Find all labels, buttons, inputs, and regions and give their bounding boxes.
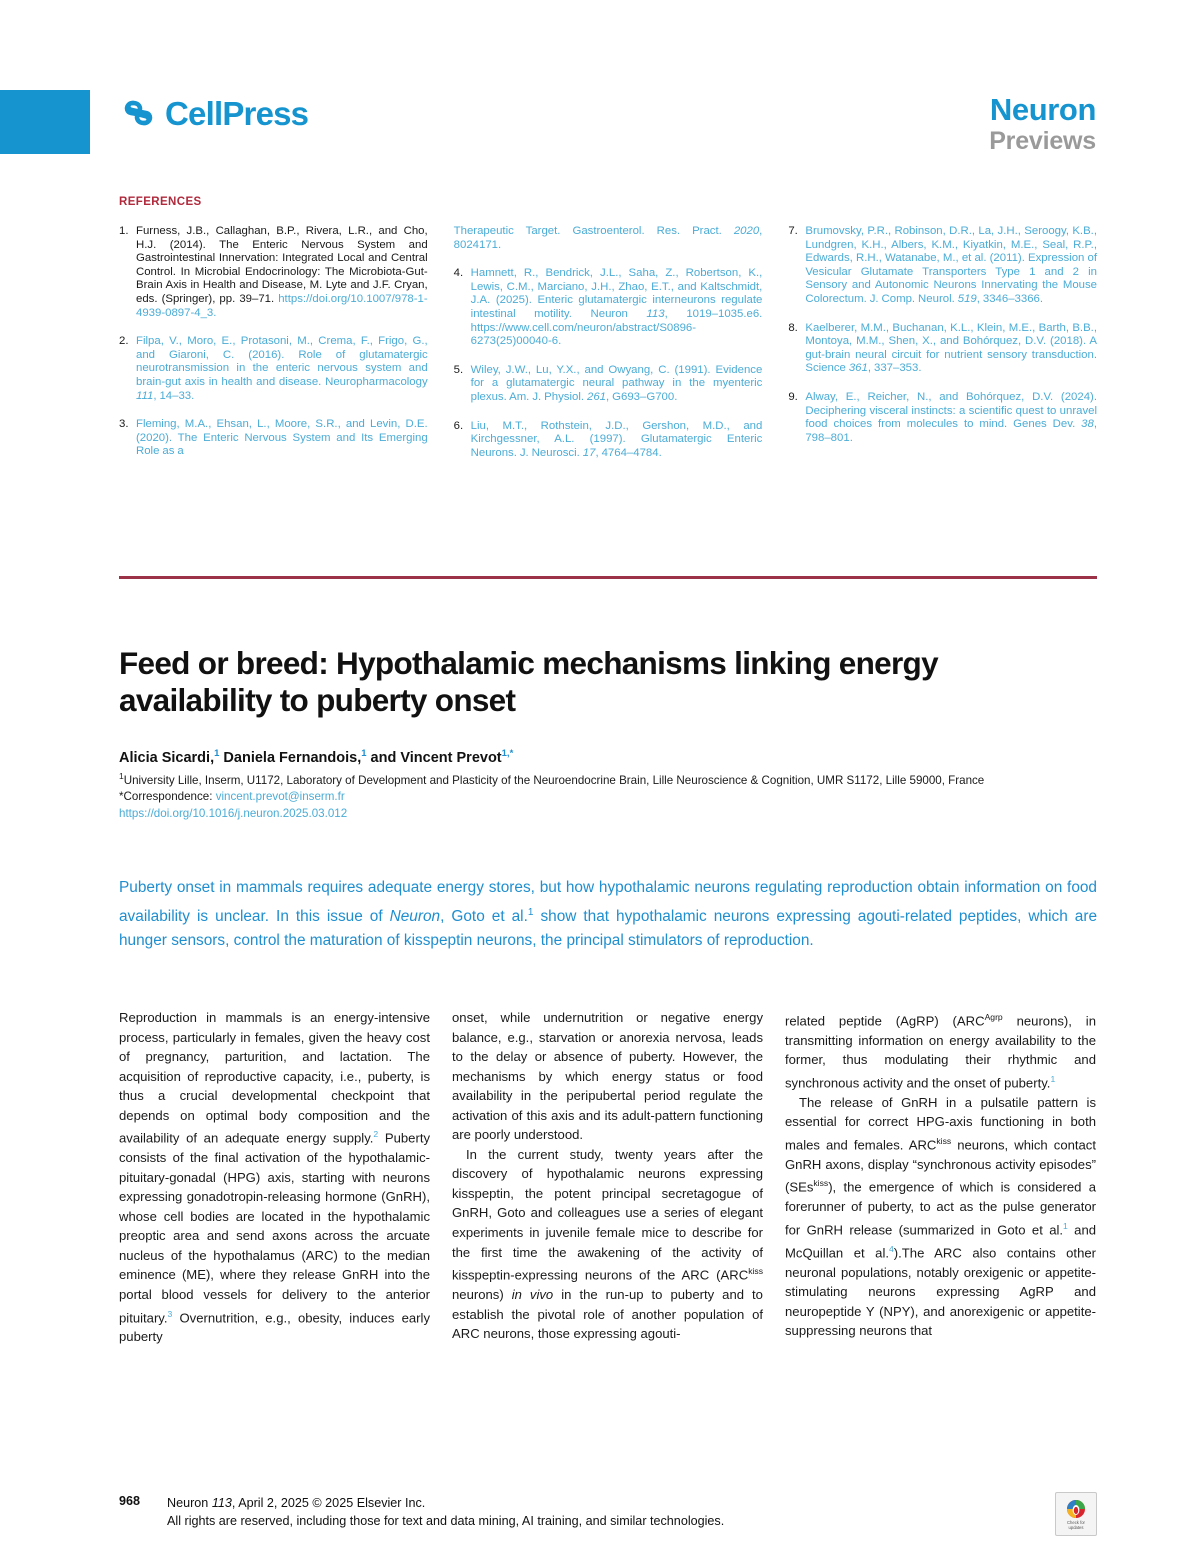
reference-entry bbox=[454, 364, 763, 405]
reference-volume: 111 bbox=[136, 389, 154, 402]
affiliation-text: University Lille, Inserm, U1172, Laboratory of Development and Plasticity of the Neuroendocrine Brain, Lille Neuroscience & Cognition, UMR S1172, Lille 59000, France bbox=[123, 773, 985, 787]
reference-entry bbox=[119, 335, 428, 403]
citation-marker[interactable]: 1 bbox=[1063, 1220, 1068, 1231]
cell-press-logo bbox=[122, 96, 308, 130]
crossmark-badge[interactable] bbox=[1055, 1492, 1097, 1536]
cell-press-wordmark: CellPress bbox=[165, 94, 309, 132]
footer-copyright bbox=[167, 1494, 724, 1530]
reference-volume: 2020 bbox=[733, 225, 760, 237]
superscript-label: Agrp bbox=[984, 1012, 1003, 1022]
citation-marker[interactable]: 3 bbox=[167, 1308, 173, 1319]
body-column-2 bbox=[452, 1008, 763, 1347]
reference-text bbox=[805, 391, 1097, 445]
article-doi-link[interactable]: https://doi.org/10.1016/j.neuron.2025.03.012 bbox=[119, 806, 348, 820]
article-header bbox=[119, 645, 1097, 821]
body-text: neurons), in transmitting information on energy availability to the former, thus modulating their rhythmic and synchronous activity and the onset of puberty. bbox=[785, 1013, 1096, 1091]
cell-press-mark-icon bbox=[122, 96, 156, 130]
reference-text bbox=[805, 225, 1097, 307]
body-text: ), the emergence of which is considered a forerunner of puberty, to act as the pulse generator for GnRH release (summarized in Goto et al. bbox=[785, 1179, 1096, 1238]
reference-volume: 113 bbox=[646, 307, 665, 320]
abstract-journal-name: Neuron bbox=[389, 907, 441, 925]
body-text: ).The ARC also contains other neuronal populations, notably orexigenic or appetite-stimulating neurons expressing AgRP and neuropeptide Y (NPY), and anorexigenic or appetite-suppressing neurons that bbox=[785, 1245, 1096, 1339]
reference-volume: 519 bbox=[957, 292, 977, 305]
body-paragraph bbox=[119, 1008, 430, 1347]
body-paragraph bbox=[785, 1093, 1096, 1341]
reference-citation: Kaelberer, M.M., Buchanan, K.L., Klein, M.E., Barth, B.B., Montoya, M.M., Shen, X., and Bohórquez, D.V. (2018). A gut-brain neural circuit for nutrient sensory transduction. Science bbox=[805, 321, 1098, 375]
reference-number: 2. bbox=[119, 335, 129, 348]
references-column-3 bbox=[788, 225, 1097, 460]
reference-volume: 261 bbox=[587, 390, 607, 403]
reference-pages: , 337–353. bbox=[867, 362, 922, 375]
body-text: The release of GnRH in a pulsatile pattern is essential for correct HPG-axis functioning in both males and females. ARC bbox=[785, 1094, 1096, 1153]
reference-number: 8. bbox=[788, 321, 798, 334]
superscript-label: kiss bbox=[813, 1178, 829, 1189]
page-footer bbox=[119, 1494, 1097, 1530]
affiliation bbox=[119, 769, 1097, 788]
reference-citation: Hamnett, R., Bendrick, J.L., Saha, Z., Robertson, K., Lewis, C.M., Marciano, J.H., Zhao, E.T., and Kaltschmidt, J.A. (2025). Enteric glutamatergic interneurons regulate intestinal motility. Neuron bbox=[470, 267, 763, 320]
reference-citation: Therapeutic Target. Gastroenterol. Res. Pract. bbox=[453, 225, 734, 237]
article-body bbox=[119, 1008, 1097, 1347]
reference-pages: , 1019–1035.e6. bbox=[664, 307, 763, 320]
author-affiliation-marker: 1 bbox=[361, 748, 367, 759]
footer-date-copyright: , April 2, 2025 © 2025 Elsevier Inc. bbox=[231, 1496, 426, 1510]
body-text: Reproduction in mammals is an energy-intensive process, particularly in females, given the heavy cost of pregnancy, parturition, and lactation. The acquisition of reproductive capacity, i.e., puberty, is thus a crucial developmental checkpoint that depends on optimal body composition and the availability of an adequate energy supply. bbox=[119, 1010, 430, 1146]
reference-number: 7. bbox=[788, 225, 798, 237]
reference-volume: 17 bbox=[582, 446, 596, 459]
citation-marker[interactable]: 4 bbox=[889, 1243, 894, 1254]
reference-volume: 361 bbox=[848, 362, 868, 375]
correspondence-line bbox=[119, 789, 1097, 805]
reference-pages: , 4764–4784. bbox=[595, 446, 662, 459]
journal-section-label: Previews bbox=[989, 126, 1096, 155]
reference-entry bbox=[454, 267, 763, 349]
section-divider bbox=[119, 576, 1097, 579]
author-name-3: and Vincent Prevot bbox=[366, 749, 502, 766]
abstract-text-1: Puberty onset in mammals requires adequate energy stores, but how hypothalamic neurons regulating reproduction obtain information on food availability is unclear. In this issue of bbox=[119, 879, 1097, 925]
page-number: 968 bbox=[119, 1494, 141, 1508]
reference-number: 3. bbox=[119, 418, 129, 431]
reference-citation: Filpa, V., Moro, E., Protasoni, M., Crema, F., Frigo, G., and Giaroni, C. (2016). Role of glutamatergic neurotransmission in the enteric nervous system and brain-gut axis in health and disease. Neuropharmacology bbox=[136, 335, 428, 388]
reference-text bbox=[471, 364, 763, 405]
crossmark-label-line2: updates bbox=[1068, 1524, 1084, 1530]
footer-volume: 113 bbox=[211, 1496, 232, 1510]
reference-citation: Fleming, M.A., Ehsan, L., Moore, S.R., and Levin, D.E. (2020). The Enteric Nervous System and Its Emerging Role as a bbox=[136, 418, 428, 458]
body-paragraph bbox=[452, 1145, 763, 1344]
body-text: and McQuillan et al. bbox=[785, 1222, 1097, 1261]
reference-entry bbox=[788, 322, 1097, 376]
citation-marker[interactable]: 1 bbox=[1050, 1074, 1056, 1084]
references-heading: REFERENCES bbox=[119, 196, 202, 208]
footer-journal: Neuron bbox=[167, 1496, 212, 1510]
reference-citation: Wiley, J.W., Lu, Y.X., and Owyang, C. (1991). Evidence for a glutamatergic neural pathway in the myenteric plexus. Am. J. Physiol. bbox=[470, 363, 763, 403]
reference-citation: Furness, J.B., Callaghan, B.P., Rivera, L.R., and Cho, H.J. (2014). The Enteric Nervous System and Gastrointestinal Innervation: Integrated Local and Central Control. In Microbial Endocrinology: The Microbiota-Gut-Brain Axis in Health and Disease, M. Lyte and J.F. Cryan, eds. (Springer), pp. 39–71. bbox=[136, 225, 428, 305]
blue-accent-block bbox=[0, 90, 90, 154]
body-paragraph bbox=[785, 1008, 1096, 1093]
reference-text bbox=[136, 225, 428, 320]
body-column-1 bbox=[119, 1008, 430, 1347]
correspondence-label: *Correspondence: bbox=[119, 790, 216, 804]
reference-entry bbox=[788, 391, 1097, 445]
body-text: Puberty consists of the final activation of the hypothalamic-pituitary-gonadal (HPG) axis, starting with neurons expressing gonadotropin-releasing hormone (GnRH), whose cell bodies are located in the hypothalamic preoptic area and send axons across the arcuate nucleus of the hypothalamus (ARC) to the median eminence (ME), where they release GnRH into the portal blood vessels for delivery to the anterior pituitary. bbox=[119, 1130, 430, 1325]
journal-name: Neuron bbox=[989, 92, 1096, 127]
reference-pages: , G693–G700. bbox=[606, 390, 678, 403]
reference-number: 1. bbox=[119, 225, 129, 237]
affiliation-marker: 1 bbox=[119, 770, 124, 781]
page-header bbox=[0, 0, 1200, 180]
reference-text bbox=[136, 335, 428, 403]
crossmark-label-line1: Check for bbox=[1067, 1519, 1085, 1525]
reference-pages: , 8024171. bbox=[453, 225, 763, 251]
reference-citation: Liu, M.T., Rothstein, J.D., Gershon, M.D., and Kirchgessner, A.L. (1997). Glutamatergic Enteric Neurons. J. Neurosci. bbox=[470, 419, 763, 459]
reference-citation: Alway, E., Reicher, N., and Bohórquez, D.V. (2024). Deciphering visceral instincts: a scientific quest to unravel food choices from molecules to mind. Genes Dev. bbox=[805, 390, 1098, 431]
author-list bbox=[119, 745, 1097, 767]
footer-line-2: All rights are reserved, including those for text and data mining, AI training, and similar technologies. bbox=[167, 1514, 725, 1528]
reference-entry bbox=[454, 420, 763, 461]
reference-pages: , 3346–3366. bbox=[976, 292, 1044, 305]
references-column-1 bbox=[119, 225, 428, 474]
body-emphasis: in vivo bbox=[511, 1287, 554, 1303]
reference-number: 6. bbox=[453, 419, 464, 432]
body-text: in the run-up to puberty and to establish the pivotal role of another population of ARC neurons, those expressing agouti- bbox=[452, 1287, 763, 1342]
body-text: neurons, which contact GnRH axons, display “synchronous activity episodes” (SEs bbox=[785, 1137, 1096, 1195]
page-title: Feed or breed: Hypothalamic mechanisms linking energy availability to puberty onset bbox=[119, 645, 938, 718]
superscript-label: kiss bbox=[936, 1136, 952, 1146]
reference-pages: , 14–33. bbox=[153, 389, 195, 402]
reference-text bbox=[471, 267, 763, 349]
references-columns bbox=[119, 225, 1097, 475]
reference-url-link[interactable]: https://www.cell.com/neuron/abstract/S0896-6273(25)00040-6. bbox=[470, 321, 697, 348]
reference-pages: , 798–801. bbox=[805, 418, 1098, 444]
crossmark-logo-icon bbox=[1066, 1499, 1086, 1519]
body-paragraph: onset, while undernutrition or negative energy balance, e.g., starvation or anorexia nervosa, leads to the delay or absence of puberty. However, the mechanisms by which energy status or food availability in the peripubertal period regulate the activation of this axis and its adult-pattern functioning are poorly understood. bbox=[452, 1010, 763, 1143]
reference-entry bbox=[119, 418, 428, 459]
footer-line-1 bbox=[167, 1494, 724, 1512]
correspondence-email-link[interactable]: vincent.prevot@inserm.fr bbox=[215, 790, 345, 804]
journal-branding bbox=[989, 94, 1096, 155]
author-name-2: Daniela Fernandois, bbox=[219, 749, 362, 766]
reference-number: 5. bbox=[453, 363, 464, 376]
reference-doi-link[interactable]: https://doi.org/10.1007/978-1-4939-0897-4_3. bbox=[136, 292, 428, 319]
abstract-text-3: show that hypothalamic neurons expressing agouti-related peptides, which are hunger sensors, control the maturation of kisspeptin neurons, the principal stimulators of reproduction. bbox=[119, 907, 1097, 950]
reference-volume: 38 bbox=[1081, 418, 1094, 431]
reference-citation: Brumovsky, P.R., Robinson, D.R., La, J.H., Seroogy, K.B., Lundgren, K.H., Albers, K.M., Kiyatkin, M.E., Seal, R.P., Edwards, R.H., Watanabe, M., et al. (2011). Expression of Vesicular Glutamate Transporters Type 1 and 2 in Sensory and Autonomic Neurons Innervating the Mouse Colorectum. J. Comp. Neurol. bbox=[805, 225, 1098, 305]
references-section bbox=[119, 196, 1097, 475]
superscript-label: kiss bbox=[748, 1266, 763, 1277]
author-affiliation-marker: 1 bbox=[214, 748, 220, 759]
crossmark-label bbox=[1067, 1520, 1085, 1530]
article-abstract bbox=[119, 876, 1097, 954]
reference-number: 4. bbox=[453, 267, 464, 280]
reference-text bbox=[471, 420, 763, 461]
abstract-citation-marker: 1 bbox=[527, 906, 534, 918]
body-text: In the current study, twenty years after the discovery of hypothalamic neurons expressing kisspeptin, the potent principal secretagogue of GnRH, Goto and colleagues use a series of elegant experiments in juvenile female mice to describe for the first time the awakening of the activity of kisspeptin-expressing neurons of the ARC (ARC bbox=[452, 1146, 763, 1283]
author-name-1: Alicia Sicardi, bbox=[119, 749, 215, 766]
abstract-text-2: , Goto et al. bbox=[440, 907, 528, 925]
references-column-2 bbox=[454, 225, 763, 475]
body-text: Overnutrition, e.g., obesity, induces early puberty bbox=[119, 1309, 430, 1345]
reference-entry bbox=[119, 225, 428, 320]
body-text: related peptide (AgRP) (ARC bbox=[785, 1013, 985, 1029]
body-column-3 bbox=[785, 1008, 1096, 1347]
author-affiliation-marker: 1,* bbox=[501, 748, 514, 759]
body-text: neurons) bbox=[452, 1287, 512, 1303]
reference-number: 9. bbox=[788, 390, 798, 403]
reference-text bbox=[805, 322, 1097, 376]
citation-marker[interactable]: 2 bbox=[373, 1129, 379, 1140]
reference-entry bbox=[788, 225, 1097, 307]
reference-continuation bbox=[454, 225, 763, 252]
